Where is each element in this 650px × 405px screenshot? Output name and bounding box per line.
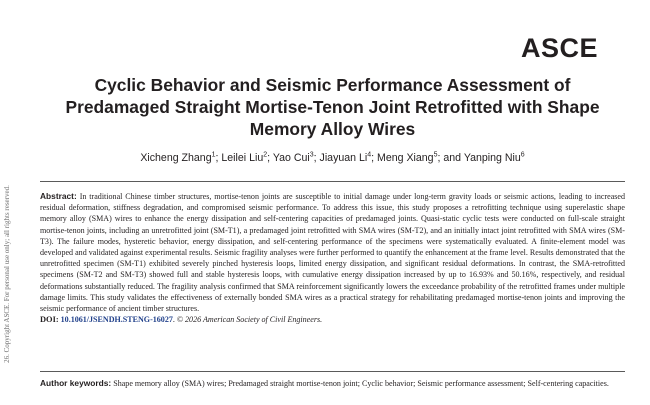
abstract-text: In traditional Chinese timber structures, mortise-tenon joints are susceptible to initial damage under long-term gravity loads or seismic actions, leading to increased residual deformation, stiffness degradation, and compromised seismic performance. To address this issue, this study proposes a retrofitting technique using superelastic shape memory alloy (SMA) wires to enhance the energy dissipation and self-centering capacities of predamaged joints. Quasi-static cyclic tests were conducted on full-scale straight mortise-tenon joints, including an unretrofitted joint (SM-T1), a predamaged joint retrofitted with SMA wires (SM-T2), and an initially intact joint retrofitted with SMA wires (SM-T3). The failure modes, hysteretic behavior, energy dissipation, and self-centering performance of the specimens were systematically evaluated. A finite-element model was developed and validated against experimental results. Seismic fragility analyses were further performed to quantify the enhancement at the frame level. Results demonstrated that the unretrofitted specimen (SM-T1) exhibited severely pinched hysteresis loops, limited energy dissipation, and significant residual deformations. In contrast, the SMA-retrofitted specimens (SM-T2 and SM-T3) showed full and stable hysteresis loops, with cumulative energy dissipation increased by up to 16.93% and 50.16%, respectively, and residual deformations substantially reduced. The fragility analysis confirmed that SMA reinforcement significantly lowers the exceedance probability of the retrofitted frames under multiple damage limits. This study validates the effectiveness of externally bonded SMA wires as a practical strategy for rehabilitating predamaged mortise-tenon joints and improving the seismic performance of ancient timber structures. [40,192,625,314]
copyright-notice: © 2026 American Society of Civil Engineers. [176,315,323,325]
keywords-text: Shape memory alloy (SMA) wires; Predamaged straight mortise-tenon joint; Cyclic behavior; Seismic performance assessment; Self-centering capacities. [113,379,609,388]
author-affiliation-number: 5 [433,151,438,159]
author-list [40,152,625,165]
author-separator: ; [215,152,222,164]
keywords-label: Author keywords: [40,378,112,388]
author-separator: ; [371,152,378,164]
copyright-side-note-text: 26. Copyright ASCE. For personal use only; all rights reserved. [3,185,11,363]
publisher-logo: ASCE [521,33,599,63]
author-separator: ; and [437,152,464,164]
author-affiliation-number: 2 [263,151,268,159]
divider-top [40,181,625,182]
abstract-label: Abstract: [40,191,77,201]
copyright-side-note [2,150,12,400]
abstract-block [40,191,625,325]
author-name: Yanping Niu [463,152,521,164]
author-affiliation-number: 1 [211,151,216,159]
author-name: Jiayuan Li [319,152,368,164]
doi-label: DOI: [40,315,59,325]
author-name: Yao Cui [272,152,310,164]
author-name: Leilei Liu [221,152,264,164]
paper-title: Cyclic Behavior and Seismic Performance Assessment of Predamaged Straight Mortise-Tenon Joint Retrofitted with Shape Memory Alloy Wires [65,75,600,139]
author-separator: ; [267,152,273,164]
author-affiliation-number: 3 [309,151,314,159]
divider-keywords [40,371,625,372]
keywords-block [40,378,625,389]
doi-period: . [172,315,175,325]
author-name: Meng Xiang [377,152,434,164]
author-affiliation-number: 4 [367,151,372,159]
author-separator: ; [313,152,320,164]
author-affiliation-number: 6 [520,151,525,159]
doi-link[interactable]: 10.1061/JSENDH.STENG-16027 [60,315,173,325]
author-name: Xicheng Zhang [140,152,212,164]
